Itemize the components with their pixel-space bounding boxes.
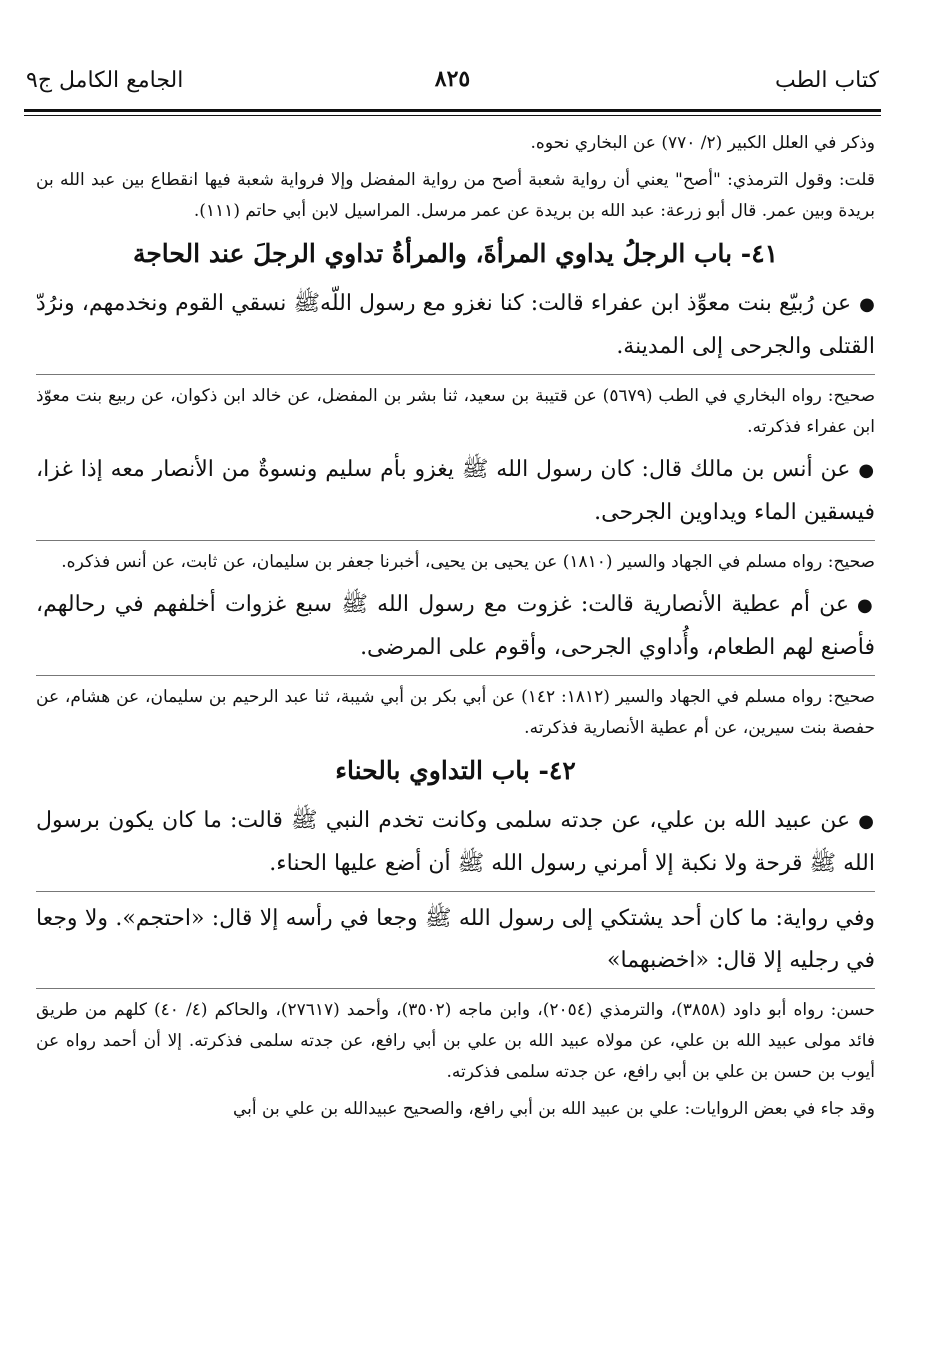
divider bbox=[36, 891, 875, 892]
bullet-icon: ● bbox=[858, 811, 875, 832]
header-rule-thin bbox=[24, 115, 881, 116]
hadith-text: عن عبيد الله بن علي، عن جدته سلمى وكانت تخدم النبي ﷺ قالت: ما كان يكون برسول الله ﷺ قرحة ولا نكبة إلا أمرني رسول الله ﷺ أن أضع عليها الحناء. bbox=[36, 808, 875, 876]
hadith-paragraph bbox=[36, 584, 875, 669]
bullet-icon: ● bbox=[857, 595, 875, 616]
book-section-title: كتاب الطب bbox=[775, 68, 879, 93]
chapter-heading: ٤١- باب الرجلُ يداوي المرأةَ، والمرأةُ تداوي الرجلَ عند الحاجة bbox=[132, 239, 779, 268]
hadith-text: عن رُبيّع بنت معوِّذ ابن عفراء قالت: كنا نغزو مع رسول اللّهﷺ نسقي القوم ونخدمهم، ونرُدّ القتلى والجرحى إلى المدينة. bbox=[36, 291, 875, 359]
divider bbox=[36, 374, 875, 375]
note-paragraph: قلت: وقول الترمذي: "أصح" يعني أن رواية شعبة أصح من رواية المفضل وإلا فرواية شعبة فيها انقطاع بين عبد الله بن بريدة وبين عمر. قال أبو زرعة: عبد الله بن بريدة عن عمر مرسل. المراسيل لابن أبي حاتم (١١١). bbox=[36, 170, 875, 221]
divider bbox=[36, 988, 875, 989]
header-rule-thick bbox=[24, 109, 881, 112]
grading-note: حسن: رواه أبو داود (٣٨٥٨)، والترمذي (٢٠٥٤)، وابن ماجه (٣٥٠٢)، وأحمد (٢٧٦١٧)، والحاكم (٤/ ٤٠) كلهم من طريق فائد مولى عبيد الله بن علي، عن مولاه عبيد الله بن علي بن أبي رافع، عن جدته سلمى فذكرته. إلا أن أحمد رواه عن أيوب بن حسن بن علي بن أبي رافع، عن جدته سلمى فذكرته. bbox=[36, 1000, 875, 1082]
hadith-paragraph bbox=[36, 283, 875, 368]
page-number: ٨٢٥ bbox=[434, 66, 471, 92]
note-paragraph: وذكر في العلل الكبير (٢/ ٧٧٠) عن البخاري نحوه. bbox=[530, 133, 875, 153]
hadith-text: عن أم عطية الأنصارية قالت: غزوت مع رسول الله ﷺ سبع غزوات أخلفهم في رحالهم، فأصنع لهم الطعام، وأُداوي الجرحى، وأقوم على المرضى. bbox=[36, 592, 875, 660]
running-header bbox=[26, 62, 879, 102]
grading-note: صحيح: رواه مسلم في الجهاد والسير (١٨١٠) عن يحيى بن يحيى، أخبرنا جعفر بن سليمان، عن ثابت، عن أنس فذكره. bbox=[61, 552, 875, 572]
grading-note: صحيح: رواه مسلم في الجهاد والسير (١٨١٢: ١٤٢) عن أبي بكر بن أبي شيبة، ثنا عبد الرحيم بن سليمان، عن هشام، عن حفصة بنت سيرين، عن أم عطية الأنصارية فذكرته. bbox=[36, 687, 875, 738]
volume-title: الجامع الكامل ج٩ bbox=[26, 68, 184, 93]
bullet-icon: ● bbox=[858, 460, 875, 481]
page-body bbox=[36, 128, 875, 1131]
divider bbox=[36, 675, 875, 676]
divider bbox=[36, 540, 875, 541]
hadith-paragraph: وفي رواية: ما كان أحد يشتكي إلى رسول الله ﷺ وجعا في رأسه إلا قال: «احتجم». ولا وجعا في رجليه إلا قال: «اخضبهما» bbox=[36, 906, 875, 973]
bullet-icon: ● bbox=[859, 294, 875, 315]
hadith-text: عن أنس بن مالك قال: كان رسول الله ﷺ يغزو بأم سليم ونسوةٌ من الأنصار معه إذا غزا، فيسقين الماء ويداوين الجرحى. bbox=[36, 457, 875, 525]
hadith-paragraph bbox=[36, 449, 875, 534]
grading-note: صحيح: رواه البخاري في الطب (٥٦٧٩) عن قتيبة بن سعيد، ثنا بشر بن المفضل، عن خالد ابن ذكوان، عن ربيع بنت معوّذ ابن عفراء فذكرته. bbox=[36, 386, 876, 437]
hadith-paragraph bbox=[36, 800, 875, 885]
note-paragraph: وقد جاء في بعض الروايات: علي بن عبيد الله بن أبي رافع، والصحيح عبيدالله بن علي بن أبي bbox=[232, 1099, 875, 1119]
chapter-heading: ٤٢- باب التداوي بالحناء bbox=[335, 756, 576, 785]
